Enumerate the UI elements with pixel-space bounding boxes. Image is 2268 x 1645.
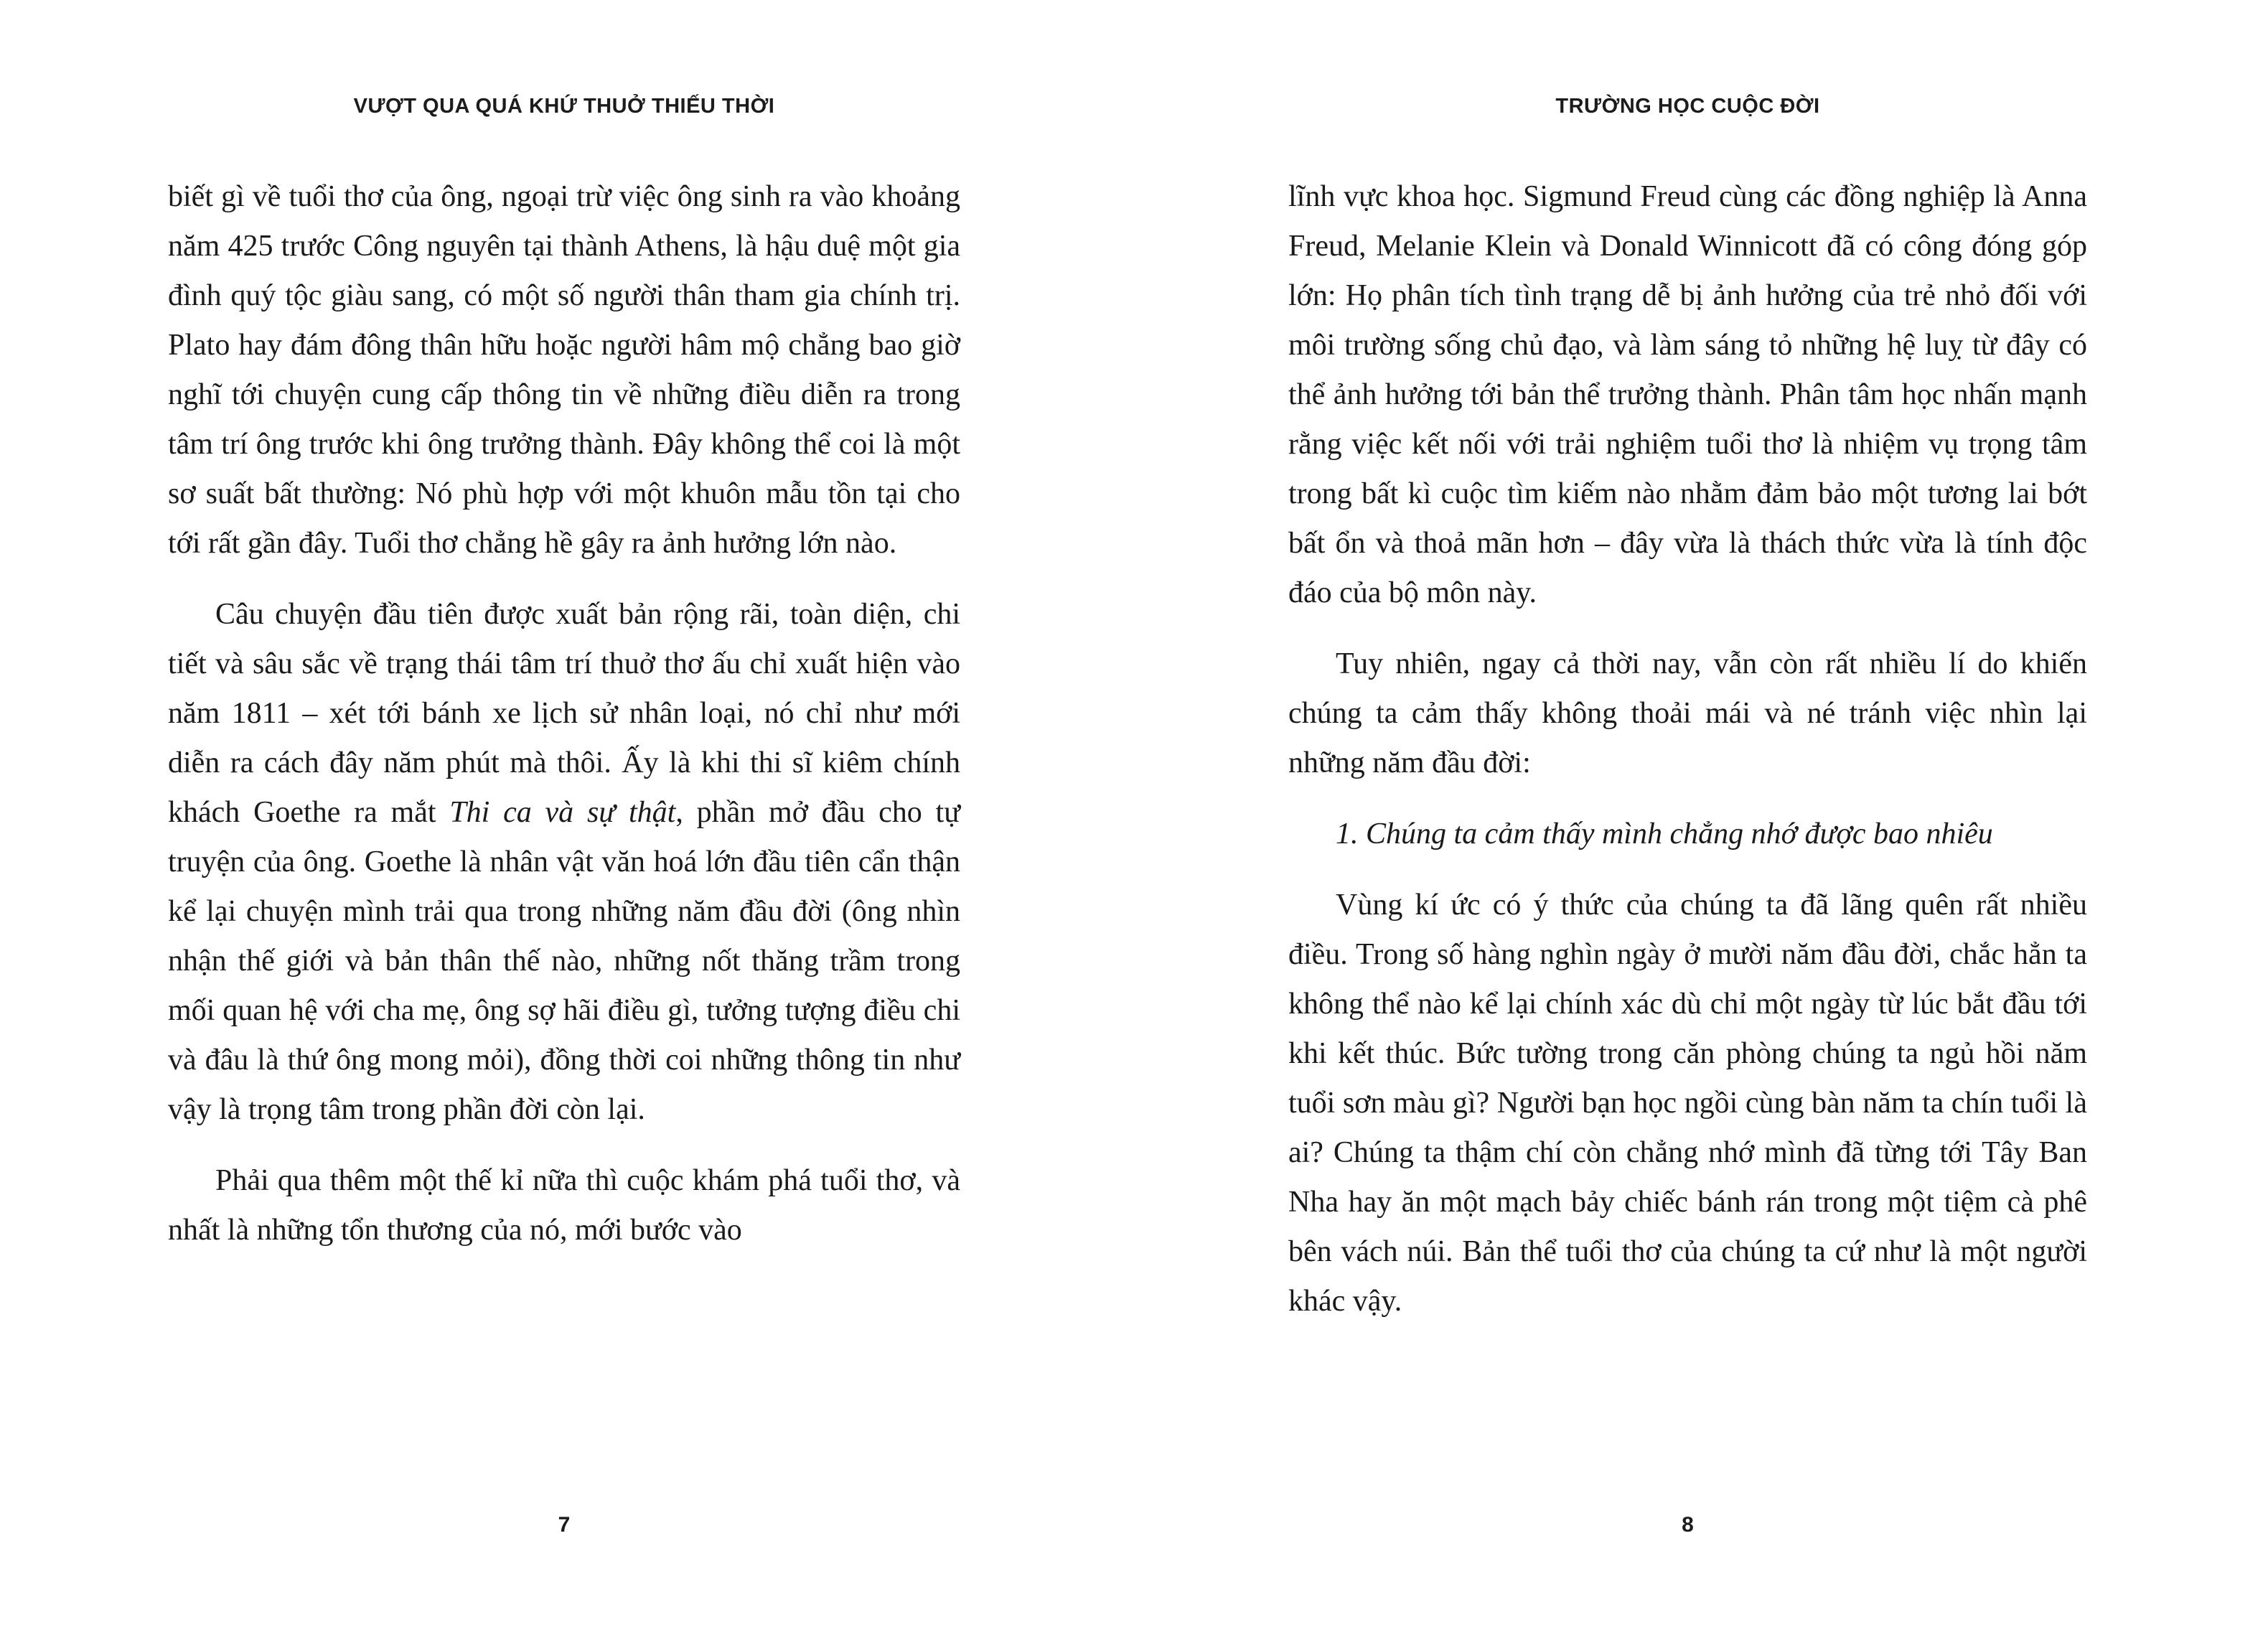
paragraph — [168, 172, 960, 568]
running-header-left: VƯỢT QUA QUÁ KHỨ THUỞ THIẾU THỜI — [353, 95, 775, 118]
running-header-right: TRƯỜNG HỌC CUỘC ĐỜI — [1555, 95, 1820, 118]
paragraph — [1288, 881, 2087, 1326]
body-text-right — [1288, 172, 2087, 1326]
page-right — [1288, 0, 2087, 1645]
text-run: Vùng kí ức có ý thức của chúng ta đã lãng quên rất nhiều điều. Trong số hàng nghìn ngày ở mười năm đầu đời, chắc hẳn ta không thể nào kể lại chính xác dù chỉ một ngày từ lúc bắt đầu tới khi kết thúc. Bức tường trong căn phòng chúng ta ngủ hồi năm tuổi sơn màu gì? Người bạn học ngồi cùng bàn năm ta chín tuổi là ai? Chúng ta thậm chí còn chẳng nhớ mình đã từng tới Tây Ban Nha hay ăn một mạch bảy chiếc bánh rán trong một tiệm cà phê bên vách núi. Bản thể tuổi thơ của chúng ta cứ như là một người khác vậy. — [1288, 889, 2087, 1318]
italic-text-run: Thi ca và sự thật — [449, 796, 676, 829]
section-subheading — [1288, 810, 2087, 859]
paragraph — [1288, 639, 2087, 788]
body-text-left — [168, 172, 960, 1255]
text-run: Tuy nhiên, ngay cả thời nay, vẫn còn rất nhiều lí do khiến chúng ta cảm thấy không thoải mái và né tránh việc nhìn lại những năm đầu đời: — [1288, 647, 2087, 779]
page-number-right: 8 — [1682, 1513, 1694, 1537]
paragraph — [1288, 172, 2087, 618]
text-run: lĩnh vực khoa học. Sigmund Freud cùng các đồng nghiệp là Anna Freud, Melanie Klein và Donald Winnicott đã có công đóng góp lớn: Họ phân tích tình trạng dễ bị ảnh hưởng của trẻ nhỏ đối với môi trường sống chủ đạo, và làm sáng tỏ những hệ luỵ từ đây có thể ảnh hưởng tới bản thể trưởng thành. Phân tâm học nhấn mạnh rằng việc kết nối với trải nghiệm tuổi thơ là nhiệm vụ trọng tâm trong bất kì cuộc tìm kiếm nào nhằm đảm bảo một tương lai bớt bất ổn và thoả mãn hơn – đây vừa là thách thức vừa là tính độc đáo của bộ môn này. — [1288, 180, 2087, 609]
text-run: Câu chuyện đầu tiên được xuất bản rộng rãi, toàn diện, chi tiết và sâu sắc về trạng thái tâm trí thuở thơ ấu chỉ xuất hiện vào năm 1811 – xét tới bánh xe lịch sử nhân loại, nó chỉ như mới diễn ra cách đây năm phút mà thôi. Ấy là khi thi sĩ kiêm chính khách Goethe ra mắt — [168, 598, 960, 829]
text-run: biết gì về tuổi thơ của ông, ngoại trừ việc ông sinh ra vào khoảng năm 425 trước Công nguyên tại thành Athens, là hậu duệ một gia đình quý tộc giàu sang, có một số người thân tham gia chính trị. Plato hay đám đông thân hữu hoặc người hâm mộ chẳng bao giờ nghĩ tới chuyện cung cấp thông tin về những điều diễn ra trong tâm trí ông trước khi ông trưởng thành. Đây không thể coi là một sơ suất bất thường: Nó phù hợp với một khuôn mẫu tồn tại cho tới rất gần đây. Tuổi thơ chẳng hề gây ra ảnh hưởng lớn nào. — [168, 180, 960, 560]
italic-text-run: 1. Chúng ta cảm thấy mình chẳng nhớ được bao nhiêu — [1336, 817, 1993, 850]
text-run: , phần mở đầu cho tự truyện của ông. Goethe là nhân vật văn hoá lớn đầu tiên cẩn thận kể lại chuyện mình trải qua trong những năm đầu đời (ông nhìn nhận thế giới và bản thân thế nào, những nốt thăng trầm trong mối quan hệ với cha mẹ, ông sợ hãi điều gì, tưởng tượng điều chi và đâu là thứ ông mong mỏi), đồng thời coi những thông tin như vậy là trọng tâm trong phần đời còn lại. — [168, 796, 960, 1126]
page-left — [168, 0, 960, 1645]
paragraph — [168, 1156, 960, 1255]
text-run: Phải qua thêm một thế kỉ nữa thì cuộc khám phá tuổi thơ, và nhất là những tổn thương của nó, mới bước vào — [168, 1164, 960, 1247]
paragraph — [168, 590, 960, 1135]
page-number-left: 7 — [558, 1513, 571, 1537]
